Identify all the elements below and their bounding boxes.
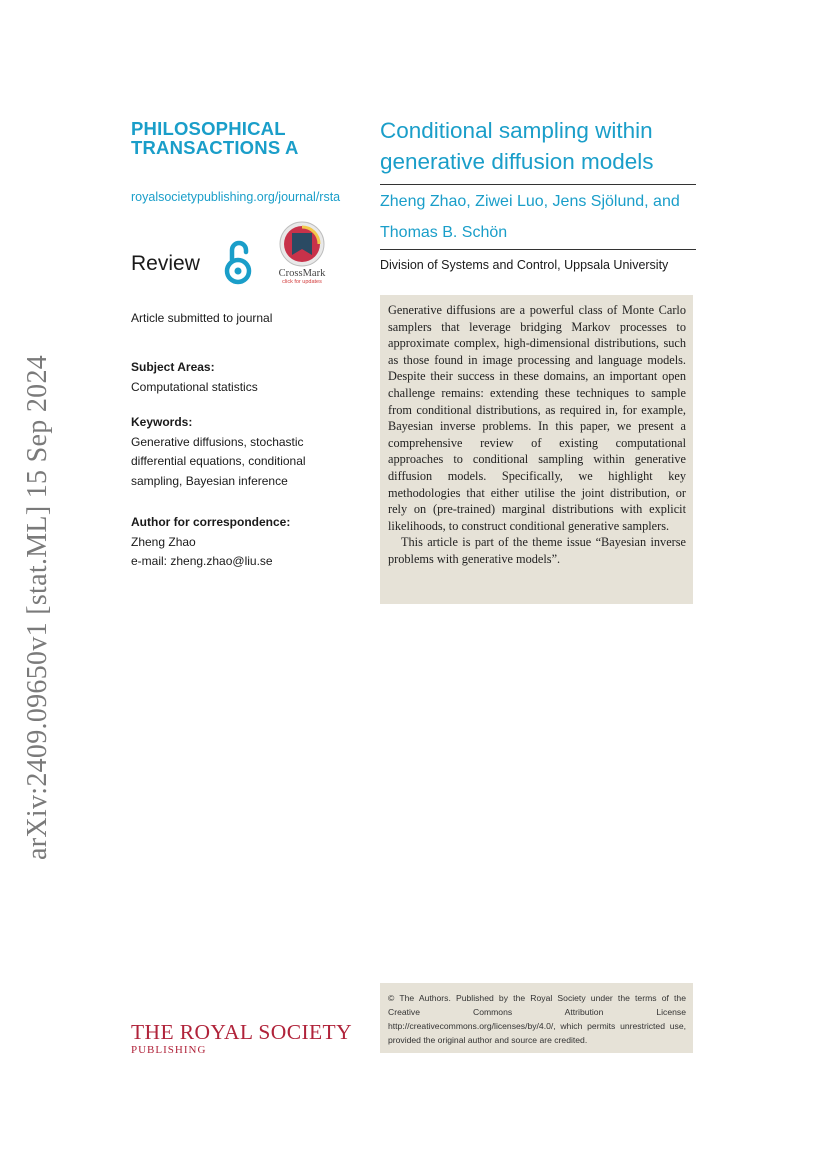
submission-note: Article submitted to journal — [131, 311, 273, 325]
keywords-line: Generative diffusions, stochastic — [131, 434, 304, 449]
author-list-line2: Thomas B. Schön — [380, 224, 508, 241]
paper-title-line2: generative diffusion models — [380, 149, 654, 174]
author-list — [380, 186, 700, 248]
title-divider — [380, 184, 696, 185]
article-type: Review — [131, 252, 200, 275]
subject-areas-heading: Subject Areas: — [131, 360, 215, 374]
publisher-name: THE ROYAL SOCIETY — [131, 1020, 352, 1044]
license-box: © The Authors. Published by the Royal Society under the terms of the Creative Commons Attribution License http://creativecommons.org/licenses/by/4.0/, which permits unrestricted use, provided the original author and source are credited. — [380, 983, 693, 1053]
abstract-box — [380, 295, 693, 604]
journal-name-line1: PHILOSOPHICAL — [131, 118, 286, 139]
correspondence — [131, 513, 331, 572]
journal-name — [131, 119, 351, 157]
subject-areas-value: Computational statistics — [131, 379, 258, 394]
theme-issue-note: This article is part of the theme issue “Bayesian inverse problems with generative models”. — [388, 535, 686, 566]
journal-url-link[interactable]: royalsocietypublishing.org/journal/rsta — [131, 190, 341, 204]
publisher-subname: PUBLISHING — [131, 1044, 207, 1056]
correspondence-email[interactable]: e-mail: zheng.zhao@liu.se — [131, 554, 273, 568]
correspondence-name: Zheng Zhao — [131, 534, 196, 549]
keywords-line: sampling, Bayesian inference — [131, 473, 288, 488]
affiliation: Division of Systems and Control, Uppsala University — [380, 258, 669, 272]
crossmark-sublabel: click for updates — [282, 279, 322, 285]
correspondence-heading: Author for correspondence: — [131, 515, 291, 529]
keywords — [131, 413, 331, 491]
paper-title — [380, 115, 700, 177]
author-list-line1: Zheng Zhao, Ziwei Luo, Jens Sjölund, and — [380, 193, 680, 210]
crossmark-icon — [278, 220, 326, 268]
authors-divider — [380, 249, 696, 250]
paper-title-line1: Conditional sampling within — [380, 118, 653, 143]
keywords-heading: Keywords: — [131, 415, 193, 429]
arxiv-stamp: arXiv:2409.09650v1 [stat.ML] 15 Sep 2024 — [22, 354, 53, 860]
crossmark-label: CrossMark — [278, 268, 326, 279]
keywords-line: differential equations, conditional — [131, 454, 306, 468]
royal-society-logo — [131, 1021, 352, 1056]
journal-name-line2: TRANSACTIONS A — [131, 137, 299, 158]
crossmark-badge[interactable] — [273, 220, 331, 290]
subject-areas — [131, 358, 331, 397]
abstract-paragraph: Generative diffusions are a powerful class of Monte Carlo samplers that leverage bridging Markov processes to approximate complex, high-dimensional distributions, such as those found in image processing and language models. Despite their success in these domains, an important open challenge remains: extending these techniques to sample from conditional distributions, as required in, for example, Bayesian inverse problems. In this paper, we present a comprehensive review of existing computational approaches to conditional sampling within generative diffusion models. Specifically, we highlight key methodologies that either utilise the joint distribution, or rely on (pre-trained) marginal distributions with explicit likelihoods, to construct conditional generative samplers. — [388, 303, 686, 533]
open-access-icon[interactable] — [223, 238, 253, 286]
